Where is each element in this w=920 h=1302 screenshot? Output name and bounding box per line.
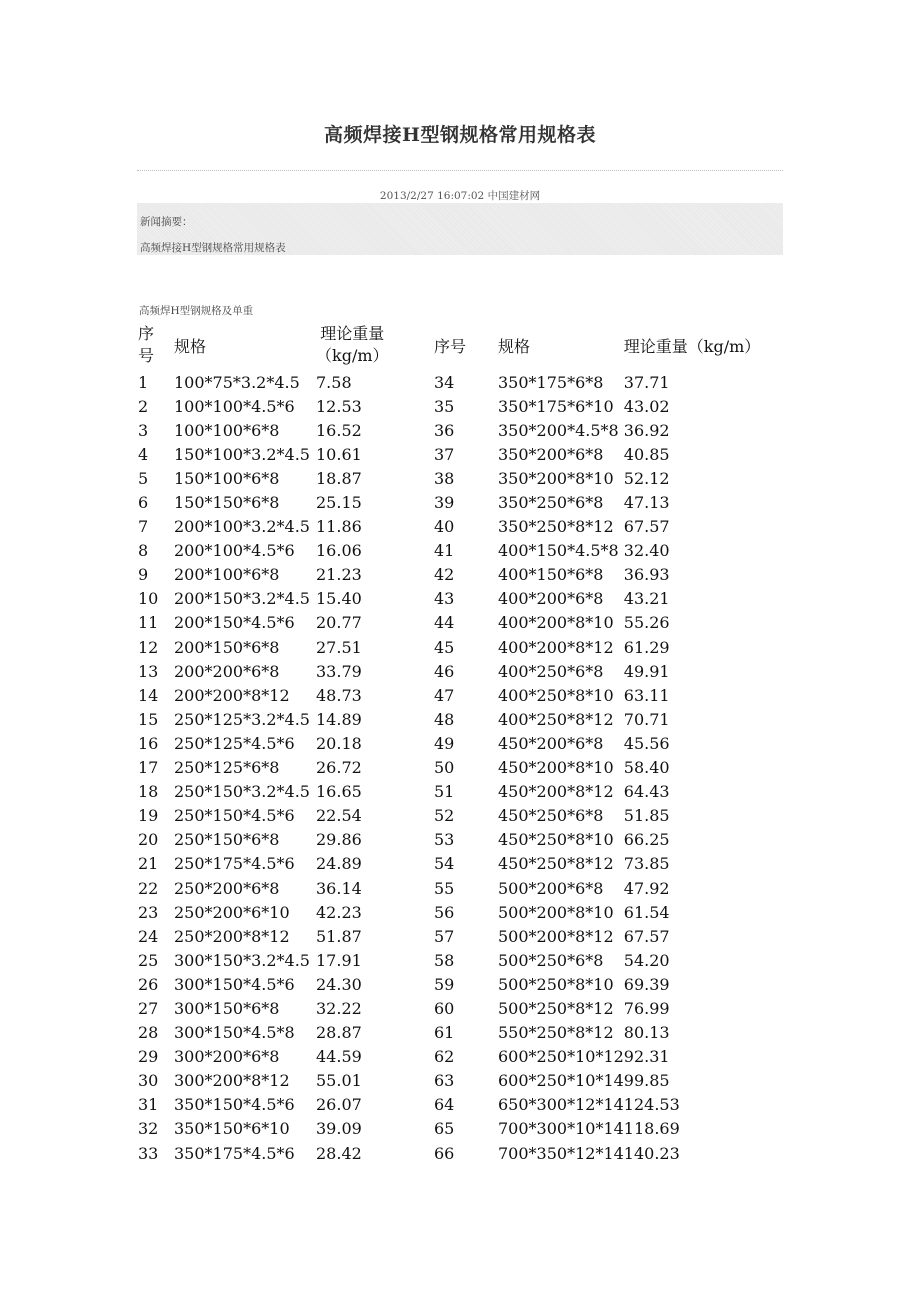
- spec-left: 250*150*4.5*6: [174, 806, 295, 826]
- weight-right: 67.57: [623, 926, 670, 946]
- row-number-left: 23: [138, 902, 159, 922]
- weight-left: 24.30: [316, 974, 362, 994]
- row-number-left: 2: [138, 396, 149, 416]
- table-row: [138, 924, 784, 948]
- row-number-left: 4: [138, 444, 149, 464]
- spec-left: 250*200*6*8: [174, 878, 280, 898]
- row-number-right: 37: [434, 444, 455, 464]
- weight-right: 61.29: [623, 637, 670, 657]
- table-row: [138, 1069, 784, 1093]
- row-number-left: 5: [138, 468, 149, 488]
- weight-right: 70.71: [623, 709, 670, 729]
- spec-left: 250*200*6*10: [174, 902, 290, 922]
- weight-left: 24.89: [316, 854, 362, 874]
- weight-left: 12.53: [316, 396, 362, 416]
- table-row: [138, 587, 784, 611]
- spec-left: 100*100*6*8: [174, 420, 280, 440]
- table-row: [138, 996, 784, 1020]
- table-body: [138, 370, 784, 1165]
- spec-left: 300*150*6*8: [174, 998, 280, 1018]
- spec-left: 150*150*6*8: [174, 493, 280, 513]
- row-number-right: 62: [434, 1047, 455, 1067]
- spec-left: 200*150*6*8: [174, 637, 280, 657]
- spec-right: 500*200*8*10: [498, 902, 614, 922]
- weight-left: 21.23: [316, 565, 362, 585]
- weight-right: 118.69: [623, 1119, 680, 1139]
- row-number-right: 45: [434, 637, 455, 657]
- row-number-left: 19: [138, 806, 159, 826]
- weight-right: 67.57: [623, 517, 670, 537]
- spec-right: 600*250*10*12: [498, 1047, 624, 1067]
- header-no-right: 序号: [434, 336, 467, 356]
- row-number-left: 11: [138, 613, 159, 633]
- weight-left: 25.15: [316, 493, 362, 513]
- row-number-right: 44: [434, 613, 455, 633]
- summary-text: 高频焊接H型钢规格常用规格表: [140, 242, 286, 254]
- spec-right: 500*200*6*8: [498, 878, 604, 898]
- spec-left: 100*75*3.2*4.5: [174, 372, 300, 392]
- weight-left: 33.79: [316, 661, 362, 681]
- weight-right: 73.85: [623, 854, 670, 874]
- row-number-left: 30: [138, 1071, 159, 1091]
- table-row: [138, 683, 784, 707]
- row-number-left: 7: [138, 517, 149, 537]
- row-number-left: 26: [138, 974, 159, 994]
- weight-right: 76.99: [623, 998, 670, 1018]
- spec-right: 350*200*6*8: [498, 444, 604, 464]
- table-row: [138, 515, 784, 539]
- weight-right: 64.43: [623, 782, 670, 802]
- spec-table: [138, 320, 784, 1165]
- weight-right: 55.26: [623, 613, 670, 633]
- spec-left: 350*175*4.5*6: [174, 1143, 295, 1163]
- spec-left: 100*100*4.5*6: [174, 396, 295, 416]
- spec-left: 300*150*3.2*4.5: [174, 950, 310, 970]
- table-row: [138, 635, 784, 659]
- row-number-right: 42: [434, 565, 455, 585]
- weight-right: 49.91: [623, 661, 670, 681]
- row-number-right: 47: [434, 685, 455, 705]
- spec-left: 200*200*6*8: [174, 661, 280, 681]
- table-row: [138, 1093, 784, 1117]
- spec-right: 450*250*8*10: [498, 830, 614, 850]
- table-row: [138, 442, 784, 466]
- weight-left: 18.87: [316, 468, 362, 488]
- spec-left: 300*200*8*12: [174, 1071, 290, 1091]
- spec-right: 400*250*6*8: [498, 661, 604, 681]
- table-row: [138, 804, 784, 828]
- spec-left: 250*125*6*8: [174, 758, 280, 778]
- table-row: [138, 563, 784, 587]
- weight-right: 140.23: [623, 1143, 680, 1163]
- spec-right: 400*150*4.5*8: [498, 541, 619, 561]
- row-number-right: 54: [434, 854, 455, 874]
- spec-right: 450*250*6*8: [498, 806, 604, 826]
- article-title: 高频焊接H型钢规格常用规格表: [324, 124, 596, 146]
- weight-right: 61.54: [623, 902, 670, 922]
- weight-left: 39.09: [316, 1119, 362, 1139]
- spec-right: 400*250*8*12: [498, 709, 614, 729]
- summary-box: [137, 203, 783, 255]
- spec-right: 650*300*12*14: [498, 1095, 624, 1115]
- row-number-left: 16: [138, 733, 159, 753]
- spec-left: 350*150*6*10: [174, 1119, 290, 1139]
- table-row: [138, 1021, 784, 1045]
- weight-left: 20.77: [316, 613, 362, 633]
- spec-right: 350*200*8*10: [498, 468, 614, 488]
- spec-right: 400*200*8*10: [498, 613, 614, 633]
- spec-right: 500*250*6*8: [498, 950, 604, 970]
- row-number-right: 34: [434, 372, 455, 392]
- row-number-right: 41: [434, 541, 455, 561]
- spec-left: 250*150*6*8: [174, 830, 280, 850]
- spec-right: 350*200*4.5*8: [498, 420, 619, 440]
- spec-right: 350*250*6*8: [498, 493, 604, 513]
- table-row: [138, 370, 784, 394]
- spec-right: 600*250*10*14: [498, 1071, 624, 1091]
- table-row: [138, 756, 784, 780]
- table-row: [138, 611, 784, 635]
- spec-right: 350*175*6*8: [498, 372, 604, 392]
- spec-left: 300*200*6*8: [174, 1047, 280, 1067]
- row-number-right: 48: [434, 709, 455, 729]
- weight-left: 55.01: [316, 1071, 362, 1091]
- spec-left: 200*150*3.2*4.5: [174, 589, 310, 609]
- row-number-left: 28: [138, 1023, 159, 1043]
- row-number-left: 14: [138, 685, 159, 705]
- spec-left: 200*100*3.2*4.5: [174, 517, 310, 537]
- row-number-left: 12: [138, 637, 159, 657]
- row-number-right: 57: [434, 926, 455, 946]
- weight-right: 66.25: [623, 830, 670, 850]
- weight-left: 14.89: [316, 709, 362, 729]
- table-row: [138, 1117, 784, 1141]
- row-number-left: 8: [138, 541, 149, 561]
- row-number-right: 64: [434, 1095, 455, 1115]
- spec-left: 200*100*6*8: [174, 565, 280, 585]
- weight-left: 36.14: [316, 878, 362, 898]
- row-number-right: 50: [434, 758, 455, 778]
- weight-left: 26.72: [316, 758, 362, 778]
- article-meta: 2013/2/27 16:07:02 中国建材网: [379, 190, 541, 202]
- weight-left: 16.52: [316, 420, 362, 440]
- row-number-left: 33: [138, 1143, 159, 1163]
- weight-right: 37.71: [623, 372, 670, 392]
- row-number-left: 32: [138, 1119, 159, 1139]
- spec-left: 200*100*4.5*6: [174, 541, 295, 561]
- row-number-left: 3: [138, 420, 149, 440]
- row-number-right: 61: [434, 1023, 455, 1043]
- weight-right: 40.85: [623, 444, 670, 464]
- weight-left: 7.58: [316, 372, 352, 392]
- row-number-right: 66: [434, 1143, 455, 1163]
- weight-right: 43.21: [623, 589, 670, 609]
- table-row: [138, 466, 784, 490]
- table-row: [138, 731, 784, 755]
- table-row: [138, 394, 784, 418]
- row-number-right: 56: [434, 902, 455, 922]
- row-number-left: 31: [138, 1095, 159, 1115]
- row-number-right: 63: [434, 1071, 455, 1091]
- header-weight-right: 理论重量（kg/m）: [623, 336, 761, 356]
- row-number-left: 22: [138, 878, 159, 898]
- table-row: [138, 828, 784, 852]
- spec-left: 250*175*4.5*6: [174, 854, 295, 874]
- weight-right: 47.13: [623, 493, 670, 513]
- spec-left: 250*125*3.2*4.5: [174, 709, 310, 729]
- weight-left: 15.40: [316, 589, 362, 609]
- weight-right: 52.12: [623, 468, 670, 488]
- row-number-right: 52: [434, 806, 455, 826]
- spec-right: 500*250*8*12: [498, 998, 614, 1018]
- spec-left: 250*150*3.2*4.5: [174, 782, 310, 802]
- row-number-left: 17: [138, 758, 159, 778]
- spec-right: 450*200*6*8: [498, 733, 604, 753]
- weight-right: 69.39: [623, 974, 670, 994]
- table-row: [138, 490, 784, 514]
- row-number-right: 59: [434, 974, 455, 994]
- row-number-left: 15: [138, 709, 159, 729]
- spec-left: 150*100*3.2*4.5: [174, 444, 310, 464]
- weight-right: 54.20: [623, 950, 670, 970]
- weight-left: 51.87: [316, 926, 362, 946]
- table-row: [138, 972, 784, 996]
- weight-right: 36.93: [623, 565, 670, 585]
- spec-right: 700*350*12*14: [498, 1143, 624, 1163]
- spec-left: 250*200*8*12: [174, 926, 290, 946]
- row-number-right: 53: [434, 830, 455, 850]
- header-spec-right: 规格: [498, 336, 531, 356]
- spec-right: 500*250*8*10: [498, 974, 614, 994]
- weight-left: 28.87: [316, 1023, 362, 1043]
- row-number-left: 20: [138, 830, 159, 850]
- table-row: [138, 707, 784, 731]
- row-number-left: 21: [138, 854, 159, 874]
- weight-left: 16.06: [316, 541, 362, 561]
- weight-left: 10.61: [316, 444, 362, 464]
- row-number-right: 46: [434, 661, 455, 681]
- row-number-right: 35: [434, 396, 455, 416]
- table-row: [138, 876, 784, 900]
- spec-right: 400*200*6*8: [498, 589, 604, 609]
- row-number-right: 65: [434, 1119, 455, 1139]
- row-number-left: 24: [138, 926, 159, 946]
- spec-left: 300*150*4.5*8: [174, 1023, 295, 1043]
- spec-left: 200*150*4.5*6: [174, 613, 295, 633]
- table-row: [138, 948, 784, 972]
- spec-right: 350*250*8*12: [498, 517, 614, 537]
- weight-right: 45.56: [623, 733, 670, 753]
- row-number-right: 58: [434, 950, 455, 970]
- row-number-right: 60: [434, 998, 455, 1018]
- weight-left: 16.65: [316, 782, 362, 802]
- row-number-left: 6: [138, 493, 149, 513]
- row-number-left: 27: [138, 998, 159, 1018]
- spec-right: 450*250*8*12: [498, 854, 614, 874]
- row-number-right: 49: [434, 733, 455, 753]
- table-row: [138, 418, 784, 442]
- spec-left: 200*200*8*12: [174, 685, 290, 705]
- row-number-left: 13: [138, 661, 159, 681]
- spec-right: 400*200*8*12: [498, 637, 614, 657]
- weight-right: 32.40: [623, 541, 670, 561]
- row-number-left: 25: [138, 950, 159, 970]
- title-divider: [137, 170, 783, 171]
- row-number-right: 40: [434, 517, 455, 537]
- table-caption: 高频焊H型钢规格及单重: [139, 305, 254, 317]
- weight-right: 51.85: [623, 806, 670, 826]
- row-number-left: 1: [138, 372, 149, 392]
- weight-right: 58.40: [623, 758, 670, 778]
- spec-right: 700*300*10*14: [498, 1119, 624, 1139]
- row-number-left: 29: [138, 1047, 159, 1067]
- table-row: [138, 852, 784, 876]
- row-number-right: 36: [434, 420, 455, 440]
- table-row: [138, 1045, 784, 1069]
- header-weight-left: 理论重量 （kg/m）: [316, 324, 389, 365]
- row-number-left: 10: [138, 589, 159, 609]
- table-row: [138, 1141, 784, 1165]
- weight-left: 17.91: [316, 950, 362, 970]
- row-number-left: 18: [138, 782, 159, 802]
- weight-left: 32.22: [316, 998, 362, 1018]
- table-row: [138, 659, 784, 683]
- weight-right: 92.31: [623, 1047, 670, 1067]
- weight-left: 44.59: [316, 1047, 362, 1067]
- spec-right: 550*250*8*12: [498, 1023, 614, 1043]
- weight-right: 99.85: [623, 1071, 670, 1091]
- table-row: [138, 900, 784, 924]
- table-header-row: [138, 320, 784, 370]
- weight-left: 42.23: [316, 902, 362, 922]
- spec-right: 450*200*8*12: [498, 782, 614, 802]
- weight-right: 47.92: [623, 878, 670, 898]
- row-number-right: 55: [434, 878, 455, 898]
- spec-right: 500*200*8*12: [498, 926, 614, 946]
- weight-left: 27.51: [316, 637, 362, 657]
- spec-right: 450*200*8*10: [498, 758, 614, 778]
- spec-left: 150*100*6*8: [174, 468, 280, 488]
- row-number-right: 43: [434, 589, 455, 609]
- summary-label: 新闻摘要：: [140, 216, 193, 228]
- spec-left: 250*125*4.5*6: [174, 733, 295, 753]
- weight-left: 29.86: [316, 830, 362, 850]
- weight-right: 63.11: [623, 685, 670, 705]
- row-number-right: 38: [434, 468, 455, 488]
- table-row: [138, 539, 784, 563]
- weight-left: 20.18: [316, 733, 362, 753]
- spec-left: 350*150*4.5*6: [174, 1095, 295, 1115]
- spec-right: 400*150*6*8: [498, 565, 604, 585]
- weight-right: 80.13: [623, 1023, 670, 1043]
- weight-left: 22.54: [316, 806, 362, 826]
- row-number-right: 39: [434, 493, 455, 513]
- header-spec-left: 规格: [174, 336, 207, 356]
- spec-right: 350*175*6*10: [498, 396, 614, 416]
- weight-left: 48.73: [316, 685, 362, 705]
- weight-right: 43.02: [623, 396, 670, 416]
- spec-right: 400*250*8*10: [498, 685, 614, 705]
- weight-left: 26.07: [316, 1095, 362, 1115]
- weight-left: 11.86: [316, 517, 362, 537]
- row-number-right: 51: [434, 782, 455, 802]
- row-number-left: 9: [138, 565, 149, 585]
- weight-right: 124.53: [623, 1095, 680, 1115]
- weight-right: 36.92: [623, 420, 670, 440]
- weight-left: 28.42: [316, 1143, 362, 1163]
- spec-left: 300*150*4.5*6: [174, 974, 295, 994]
- header-no-left: 序 号: [138, 324, 155, 365]
- table-row: [138, 780, 784, 804]
